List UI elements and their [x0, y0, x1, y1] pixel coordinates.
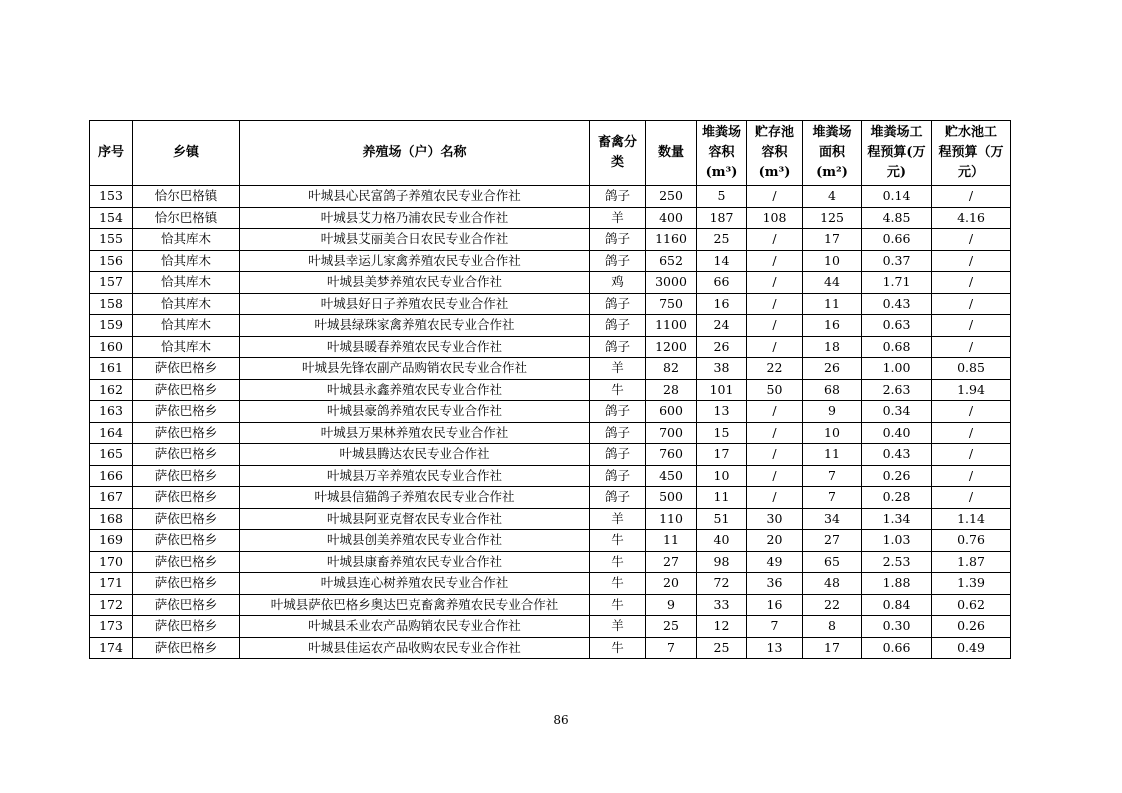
cell-livestock-type: 鸽子	[590, 422, 646, 444]
cell-quantity: 1200	[646, 336, 697, 358]
cell-farm-name: 叶城县佳运农产品收购农民专业合作社	[240, 637, 590, 659]
cell-index: 166	[90, 465, 133, 487]
cell-farm-name: 叶城县永鑫养殖农民专业合作社	[240, 379, 590, 401]
cell-livestock-type: 羊	[590, 616, 646, 638]
cell-township: 恰尔巴格镇	[133, 186, 240, 208]
table-body	[90, 186, 1011, 659]
header-manure-yard-area	[803, 121, 862, 186]
cell-manure-yard-budget: 1.34	[862, 508, 932, 530]
cell-quantity: 652	[646, 250, 697, 272]
table-row	[90, 358, 1011, 380]
cell-township: 恰其库木	[133, 250, 240, 272]
header-text: 贮存池	[754, 125, 794, 140]
header-text: 贮水池工	[944, 125, 997, 140]
cell-quantity: 760	[646, 444, 697, 466]
cell-water-tank-budget: /	[932, 336, 1011, 358]
cell-manure-yard-budget: 0.30	[862, 616, 932, 638]
cell-water-tank-budget: /	[932, 293, 1011, 315]
cell-quantity: 1160	[646, 229, 697, 251]
cell-storage-tank-volume: /	[747, 336, 803, 358]
cell-manure-yard-budget: 0.40	[862, 422, 932, 444]
header-text: 元)	[886, 165, 907, 180]
header-text: 面积	[818, 145, 845, 160]
cell-manure-yard-budget: 0.84	[862, 594, 932, 616]
cell-quantity: 3000	[646, 272, 697, 294]
table-row	[90, 272, 1011, 294]
cell-water-tank-budget: /	[932, 465, 1011, 487]
cell-manure-yard-budget: 4.85	[862, 207, 932, 229]
cell-livestock-type: 牛	[590, 530, 646, 552]
cell-index: 156	[90, 250, 133, 272]
header-text: 类	[610, 155, 624, 170]
cell-storage-tank-volume: /	[747, 315, 803, 337]
cell-manure-yard-area: 11	[803, 444, 862, 466]
cell-manure-yard-volume: 17	[697, 444, 747, 466]
table-row	[90, 250, 1011, 272]
cell-livestock-type: 鸽子	[590, 229, 646, 251]
header-township	[133, 121, 240, 186]
cell-storage-tank-volume: 36	[747, 573, 803, 595]
cell-quantity: 11	[646, 530, 697, 552]
header-text: 元）	[957, 165, 984, 180]
table-row	[90, 336, 1011, 358]
cell-township: 萨依巴格乡	[133, 358, 240, 380]
cell-farm-name: 叶城县暖春养殖农民专业合作社	[240, 336, 590, 358]
cell-quantity: 400	[646, 207, 697, 229]
header-text: 程预算(万	[867, 145, 926, 160]
table-row	[90, 573, 1011, 595]
cell-livestock-type: 牛	[590, 573, 646, 595]
cell-livestock-type: 羊	[590, 207, 646, 229]
header-storage-tank-volume	[747, 121, 803, 186]
cell-storage-tank-volume: 13	[747, 637, 803, 659]
cell-storage-tank-volume: 108	[747, 207, 803, 229]
cell-index: 160	[90, 336, 133, 358]
cell-manure-yard-budget: 0.66	[862, 229, 932, 251]
cell-farm-name: 叶城县豪鸽养殖农民专业合作社	[240, 401, 590, 423]
cell-manure-yard-area: 10	[803, 422, 862, 444]
cell-livestock-type: 鸽子	[590, 336, 646, 358]
cell-manure-yard-volume: 38	[697, 358, 747, 380]
header-quantity	[646, 121, 697, 186]
cell-farm-name: 叶城县艾丽美合日农民专业合作社	[240, 229, 590, 251]
cell-manure-yard-area: 16	[803, 315, 862, 337]
cell-quantity: 28	[646, 379, 697, 401]
cell-water-tank-budget: /	[932, 487, 1011, 509]
header-text: 畜禽分	[597, 135, 637, 150]
cell-township: 萨依巴格乡	[133, 465, 240, 487]
cell-water-tank-budget: /	[932, 315, 1011, 337]
cell-storage-tank-volume: /	[747, 401, 803, 423]
header-text: 程预算（万	[938, 145, 1004, 160]
cell-manure-yard-area: 4	[803, 186, 862, 208]
cell-manure-yard-area: 17	[803, 229, 862, 251]
cell-farm-name: 叶城县腾达农民专业合作社	[240, 444, 590, 466]
table-row	[90, 465, 1011, 487]
cell-township: 萨依巴格乡	[133, 616, 240, 638]
cell-storage-tank-volume: /	[747, 293, 803, 315]
cell-manure-yard-budget: 0.63	[862, 315, 932, 337]
cell-index: 153	[90, 186, 133, 208]
cell-manure-yard-volume: 33	[697, 594, 747, 616]
cell-manure-yard-budget: 1.00	[862, 358, 932, 380]
cell-quantity: 250	[646, 186, 697, 208]
table-row	[90, 293, 1011, 315]
cell-manure-yard-area: 9	[803, 401, 862, 423]
cell-manure-yard-budget: 0.26	[862, 465, 932, 487]
table-row	[90, 422, 1011, 444]
cell-storage-tank-volume: 20	[747, 530, 803, 552]
cell-quantity: 600	[646, 401, 697, 423]
table-row	[90, 487, 1011, 509]
header-water-tank-budget	[932, 121, 1011, 186]
table-row	[90, 508, 1011, 530]
cell-livestock-type: 鸽子	[590, 465, 646, 487]
cell-township: 萨依巴格乡	[133, 530, 240, 552]
cell-water-tank-budget: 1.14	[932, 508, 1011, 530]
cell-township: 萨依巴格乡	[133, 637, 240, 659]
header-row	[90, 121, 1011, 186]
cell-livestock-type: 鸽子	[590, 444, 646, 466]
cell-manure-yard-volume: 101	[697, 379, 747, 401]
cell-quantity: 1100	[646, 315, 697, 337]
header-text: 堆粪场	[812, 125, 852, 140]
cell-livestock-type: 鸽子	[590, 315, 646, 337]
cell-manure-yard-area: 18	[803, 336, 862, 358]
cell-water-tank-budget: 1.94	[932, 379, 1011, 401]
header-text: 容积	[708, 145, 735, 160]
cell-manure-yard-budget: 0.37	[862, 250, 932, 272]
table-row	[90, 594, 1011, 616]
cell-index: 170	[90, 551, 133, 573]
cell-storage-tank-volume: /	[747, 465, 803, 487]
cell-storage-tank-volume: 22	[747, 358, 803, 380]
cell-farm-name: 叶城县绿珠家禽养殖农民专业合作社	[240, 315, 590, 337]
cell-township: 恰尔巴格镇	[133, 207, 240, 229]
cell-water-tank-budget: /	[932, 186, 1011, 208]
cell-township: 恰其库木	[133, 315, 240, 337]
cell-manure-yard-volume: 72	[697, 573, 747, 595]
cell-manure-yard-budget: 1.71	[862, 272, 932, 294]
cell-farm-name: 叶城县阿亚克督农民专业合作社	[240, 508, 590, 530]
cell-index: 162	[90, 379, 133, 401]
cell-manure-yard-volume: 14	[697, 250, 747, 272]
cell-manure-yard-area: 7	[803, 487, 862, 509]
header-text: 容积	[761, 145, 788, 160]
cell-livestock-type: 鸽子	[590, 250, 646, 272]
cell-livestock-type: 鸽子	[590, 401, 646, 423]
cell-water-tank-budget: 0.49	[932, 637, 1011, 659]
cell-index: 159	[90, 315, 133, 337]
header-text: 堆粪场	[701, 125, 741, 140]
header-manure-yard-budget	[862, 121, 932, 186]
cell-manure-yard-volume: 66	[697, 272, 747, 294]
cell-storage-tank-volume: 49	[747, 551, 803, 573]
cell-farm-name: 叶城县先锋农副产品购销农民专业合作社	[240, 358, 590, 380]
page-number: 86	[553, 713, 569, 727]
cell-township: 恰其库木	[133, 229, 240, 251]
header-text: 序号	[97, 145, 124, 160]
cell-farm-name: 叶城县心民富鸽子养殖农民专业合作社	[240, 186, 590, 208]
cell-manure-yard-area: 65	[803, 551, 862, 573]
cell-manure-yard-area: 26	[803, 358, 862, 380]
cell-farm-name: 叶城县美梦养殖农民专业合作社	[240, 272, 590, 294]
cell-storage-tank-volume: 16	[747, 594, 803, 616]
table-row	[90, 207, 1011, 229]
cell-manure-yard-budget: 0.14	[862, 186, 932, 208]
table-row	[90, 551, 1011, 573]
cell-manure-yard-volume: 15	[697, 422, 747, 444]
cell-manure-yard-volume: 5	[697, 186, 747, 208]
header-text: 养殖场（户）名称	[362, 145, 467, 160]
cell-quantity: 20	[646, 573, 697, 595]
cell-manure-yard-area: 68	[803, 379, 862, 401]
cell-water-tank-budget: 4.16	[932, 207, 1011, 229]
cell-water-tank-budget: /	[932, 229, 1011, 251]
cell-manure-yard-area: 48	[803, 573, 862, 595]
cell-livestock-type: 牛	[590, 637, 646, 659]
header-livestock-type	[590, 121, 646, 186]
table-row	[90, 444, 1011, 466]
cell-index: 158	[90, 293, 133, 315]
cell-manure-yard-volume: 187	[697, 207, 747, 229]
cell-farm-name: 叶城县萨依巴格乡奥达巴克畜禽养殖农民专业合作社	[240, 594, 590, 616]
cell-index: 163	[90, 401, 133, 423]
cell-livestock-type: 鸽子	[590, 186, 646, 208]
cell-livestock-type: 羊	[590, 508, 646, 530]
cell-storage-tank-volume: 50	[747, 379, 803, 401]
table-row	[90, 186, 1011, 208]
cell-manure-yard-budget: 0.68	[862, 336, 932, 358]
cell-manure-yard-budget: 1.03	[862, 530, 932, 552]
cell-index: 169	[90, 530, 133, 552]
cell-township: 萨依巴格乡	[133, 573, 240, 595]
cell-storage-tank-volume: /	[747, 422, 803, 444]
cell-manure-yard-volume: 12	[697, 616, 747, 638]
cell-farm-name: 叶城县万辛养殖农民专业合作社	[240, 465, 590, 487]
table-row	[90, 315, 1011, 337]
cell-manure-yard-area: 7	[803, 465, 862, 487]
cell-manure-yard-volume: 11	[697, 487, 747, 509]
cell-farm-name: 叶城县信猫鸽子养殖农民专业合作社	[240, 487, 590, 509]
cell-index: 172	[90, 594, 133, 616]
cell-farm-name: 叶城县艾力格乃浦农民专业合作社	[240, 207, 590, 229]
cell-township: 萨依巴格乡	[133, 401, 240, 423]
cell-manure-yard-volume: 10	[697, 465, 747, 487]
cell-livestock-type: 牛	[590, 594, 646, 616]
cell-township: 恰其库木	[133, 272, 240, 294]
cell-storage-tank-volume: /	[747, 272, 803, 294]
cell-index: 167	[90, 487, 133, 509]
cell-farm-name: 叶城县万果林养殖农民专业合作社	[240, 422, 590, 444]
cell-quantity: 700	[646, 422, 697, 444]
cell-index: 154	[90, 207, 133, 229]
cell-manure-yard-volume: 25	[697, 637, 747, 659]
cell-farm-name: 叶城县禾业农产品购销农民专业合作社	[240, 616, 590, 638]
header-text: (m³)	[705, 165, 738, 180]
table-row	[90, 379, 1011, 401]
cell-quantity: 7	[646, 637, 697, 659]
cell-farm-name: 叶城县康畜养殖农民专业合作社	[240, 551, 590, 573]
cell-manure-yard-area: 22	[803, 594, 862, 616]
cell-manure-yard-area: 34	[803, 508, 862, 530]
cell-manure-yard-area: 10	[803, 250, 862, 272]
cell-township: 萨依巴格乡	[133, 487, 240, 509]
cell-manure-yard-budget: 0.43	[862, 293, 932, 315]
cell-township: 萨依巴格乡	[133, 444, 240, 466]
cell-manure-yard-volume: 13	[697, 401, 747, 423]
cell-quantity: 25	[646, 616, 697, 638]
cell-manure-yard-area: 44	[803, 272, 862, 294]
cell-township: 萨依巴格乡	[133, 551, 240, 573]
cell-quantity: 500	[646, 487, 697, 509]
cell-storage-tank-volume: /	[747, 250, 803, 272]
cell-index: 157	[90, 272, 133, 294]
table-row	[90, 637, 1011, 659]
cell-storage-tank-volume: /	[747, 186, 803, 208]
cell-manure-yard-volume: 24	[697, 315, 747, 337]
cell-manure-yard-volume: 98	[697, 551, 747, 573]
cell-water-tank-budget: 0.76	[932, 530, 1011, 552]
header-text: 数量	[657, 145, 684, 160]
cell-manure-yard-area: 27	[803, 530, 862, 552]
cell-township: 萨依巴格乡	[133, 379, 240, 401]
cell-livestock-type: 牛	[590, 379, 646, 401]
cell-manure-yard-area: 17	[803, 637, 862, 659]
cell-manure-yard-budget: 0.43	[862, 444, 932, 466]
cell-quantity: 450	[646, 465, 697, 487]
cell-water-tank-budget: /	[932, 422, 1011, 444]
cell-storage-tank-volume: /	[747, 444, 803, 466]
cell-index: 161	[90, 358, 133, 380]
table-row	[90, 401, 1011, 423]
cell-livestock-type: 鸡	[590, 272, 646, 294]
cell-farm-name: 叶城县创美养殖农民专业合作社	[240, 530, 590, 552]
cell-livestock-type: 鸽子	[590, 487, 646, 509]
cell-manure-yard-budget: 0.34	[862, 401, 932, 423]
cell-index: 155	[90, 229, 133, 251]
cell-farm-name: 叶城县幸运儿家禽养殖农民专业合作社	[240, 250, 590, 272]
header-text: (m²)	[816, 165, 848, 180]
cell-manure-yard-budget: 2.63	[862, 379, 932, 401]
cell-manure-yard-budget: 0.66	[862, 637, 932, 659]
cell-water-tank-budget: /	[932, 272, 1011, 294]
cell-manure-yard-volume: 16	[697, 293, 747, 315]
cell-water-tank-budget: 0.62	[932, 594, 1011, 616]
cell-farm-name: 叶城县连心树养殖农民专业合作社	[240, 573, 590, 595]
cell-livestock-type: 鸽子	[590, 293, 646, 315]
cell-manure-yard-area: 11	[803, 293, 862, 315]
cell-water-tank-budget: 1.87	[932, 551, 1011, 573]
livestock-farm-table	[89, 120, 1011, 659]
table-row	[90, 229, 1011, 251]
table-row	[90, 530, 1011, 552]
cell-quantity: 9	[646, 594, 697, 616]
cell-water-tank-budget: 0.26	[932, 616, 1011, 638]
header-text: 堆粪场工	[870, 125, 923, 140]
header-index	[90, 121, 133, 186]
cell-manure-yard-budget: 0.28	[862, 487, 932, 509]
cell-index: 174	[90, 637, 133, 659]
cell-livestock-type: 牛	[590, 551, 646, 573]
cell-storage-tank-volume: /	[747, 229, 803, 251]
cell-quantity: 82	[646, 358, 697, 380]
cell-manure-yard-volume: 25	[697, 229, 747, 251]
cell-manure-yard-budget: 2.53	[862, 551, 932, 573]
header-manure-yard-volume	[697, 121, 747, 186]
cell-index: 164	[90, 422, 133, 444]
cell-index: 168	[90, 508, 133, 530]
cell-farm-name: 叶城县好日子养殖农民专业合作社	[240, 293, 590, 315]
cell-manure-yard-volume: 26	[697, 336, 747, 358]
cell-index: 171	[90, 573, 133, 595]
cell-water-tank-budget: /	[932, 444, 1011, 466]
cell-index: 173	[90, 616, 133, 638]
header-text: 乡镇	[172, 145, 199, 160]
cell-water-tank-budget: 1.39	[932, 573, 1011, 595]
cell-water-tank-budget: /	[932, 401, 1011, 423]
cell-quantity: 27	[646, 551, 697, 573]
cell-township: 萨依巴格乡	[133, 594, 240, 616]
cell-manure-yard-area: 8	[803, 616, 862, 638]
cell-water-tank-budget: /	[932, 250, 1011, 272]
cell-manure-yard-area: 125	[803, 207, 862, 229]
header-farm-name	[240, 121, 590, 186]
cell-quantity: 750	[646, 293, 697, 315]
cell-index: 165	[90, 444, 133, 466]
cell-water-tank-budget: 0.85	[932, 358, 1011, 380]
cell-manure-yard-volume: 40	[697, 530, 747, 552]
header-text: (m³)	[758, 165, 791, 180]
cell-storage-tank-volume: 30	[747, 508, 803, 530]
table-row	[90, 616, 1011, 638]
cell-township: 萨依巴格乡	[133, 508, 240, 530]
table-header	[90, 121, 1011, 186]
cell-manure-yard-volume: 51	[697, 508, 747, 530]
cell-township: 恰其库木	[133, 336, 240, 358]
cell-storage-tank-volume: /	[747, 487, 803, 509]
cell-quantity: 110	[646, 508, 697, 530]
cell-township: 恰其库木	[133, 293, 240, 315]
cell-storage-tank-volume: 7	[747, 616, 803, 638]
cell-township: 萨依巴格乡	[133, 422, 240, 444]
cell-manure-yard-budget: 1.88	[862, 573, 932, 595]
cell-livestock-type: 羊	[590, 358, 646, 380]
